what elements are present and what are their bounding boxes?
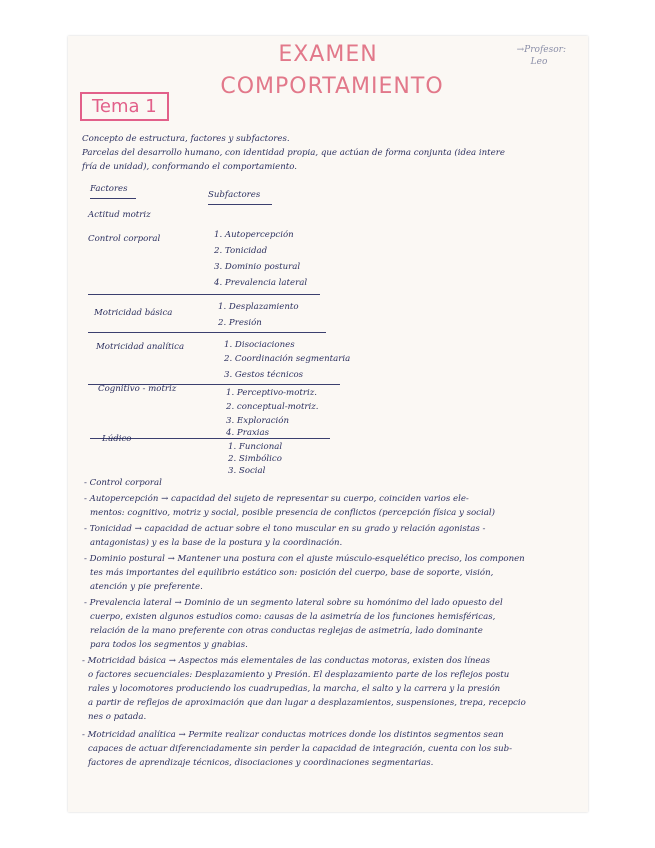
note-line: - Prevalencia lateral → Dominio de un segmento lateral sobre su homónimo del lado opuesto del — [84, 598, 503, 608]
factor-ludico: Lúdico — [102, 434, 132, 444]
title-line-2: COMPORTAMIENTO — [220, 74, 444, 99]
title-line-1: EXAMEN — [278, 42, 378, 67]
sub-item: 2. Tonicidad — [214, 246, 268, 256]
note-line: cuerpo, existen algunos estudios como: causas de la asimetría de los funciones hemisféricas, — [90, 612, 496, 622]
notebook-page — [68, 36, 588, 812]
notes-heading: - Control corporal — [84, 478, 162, 488]
note-line: rales y locomotores produciendo los cuadrupedias, la marcha, el salto y la carrera y la presión — [88, 684, 501, 694]
sub-item: 1. Perceptivo-motriz. — [226, 388, 317, 398]
author-label: →Profesor: — [516, 45, 566, 55]
note-line: nes o patada. — [88, 712, 147, 722]
note-line: capaces de actuar diferenciadamente sin perder la capacidad de integración, cuenta con los sub- — [88, 744, 513, 754]
col-factores: Factores — [90, 184, 128, 194]
note-line: factores de aprendizaje técnicos, disociaciones y coordinaciones segmentarias. — [88, 758, 434, 768]
note-line: o factores secuenciales: Desplazamiento y Presión. El desplazamiento parte de los reflejos postu — [88, 670, 510, 680]
section-actitud: Actitud motriz — [88, 210, 151, 220]
author-note — [517, 44, 566, 68]
factor-motricidad-analitica: Motricidad analítica — [96, 342, 185, 352]
header-underline — [90, 198, 136, 199]
note-line: - Dominio postural → Mantener una postura con el ajuste músculo-esquelético preciso, los componen — [84, 554, 525, 564]
note-line: - Motricidad básica → Aspectos más elementales de las conductas motoras, existen dos líneas — [82, 656, 491, 666]
note-line: - Autopercepción → capacidad del sujeto de representar su cuerpo, coinciden varios ele- — [84, 494, 469, 504]
note-line: - Tonicidad → capacidad de actuar sobre el tono muscular en su grado y relación agonistas - — [84, 524, 486, 534]
header-underline-2 — [208, 204, 272, 205]
note-line: a partir de reflejos de aproximación que dan lugar a desplazamientos, suspensiones, trepa, recepcio — [88, 698, 526, 708]
group-divider — [88, 332, 326, 333]
sub-item: 3. Gestos técnicos — [224, 370, 304, 380]
sub-item: 3. Exploración — [226, 416, 289, 426]
sub-item: 2. Simbólico — [228, 454, 282, 464]
tema-box: Tema 1 — [80, 92, 169, 121]
sub-item: 2. Presión — [218, 318, 262, 328]
sub-item: 1. Autopercepción — [214, 230, 294, 240]
author-name: Leo — [530, 57, 548, 67]
sub-item: 4. Praxias — [226, 428, 270, 438]
col-subfactores: Subfactores — [208, 190, 261, 200]
factor-motricidad-basica: Motricidad básica — [94, 308, 173, 318]
sub-item: 1. Disociaciones — [224, 340, 295, 350]
sub-item: 2. Coordinación segmentaria — [224, 354, 351, 364]
sub-item: 2. conceptual-motriz. — [226, 402, 319, 412]
factor-cognitivo-motriz: Cognitivo - motriz — [98, 384, 177, 394]
note-line: mentos: cognitivo, motriz y social, posible presencia de conflictos (percepción física y social) — [90, 508, 495, 518]
note-line: relación de la mano preferente con otras conductas reglejas de asimetría, lado dominante — [90, 626, 483, 636]
sub-item: 1. Desplazamiento — [218, 302, 299, 312]
intro-line-2: fría de unidad), conformando el comportamiento. — [82, 162, 297, 172]
note-line: - Motricidad analítica → Permite realizar conductas motrices donde los distintos segmentos sean — [82, 730, 504, 740]
intro-heading: Concepto de estructura, factores y subfactores. — [82, 134, 290, 144]
note-line: atención y pie preferente. — [90, 582, 203, 592]
intro-line-1: Parcelas del desarrollo humano, con identidad propia, que actúan de forma conjunta (idea intere — [82, 148, 505, 158]
note-line: tes más importantes del equilibrio estático son: posición del cuerpo, base de soporte, visión, — [90, 568, 494, 578]
note-line: para todos los segmentos y gnabias. — [90, 640, 248, 650]
sub-item: 4. Prevalencia lateral — [214, 278, 308, 288]
sub-item: 1. Funcional — [228, 442, 283, 452]
sub-item: 3. Dominio postural — [214, 262, 301, 272]
factor-control-corporal: Control corporal — [88, 234, 161, 244]
note-line: antagonistas) y es la base de la postura y la coordinación. — [90, 538, 343, 548]
sub-item: 3. Social — [228, 466, 266, 476]
group-divider — [88, 294, 320, 295]
